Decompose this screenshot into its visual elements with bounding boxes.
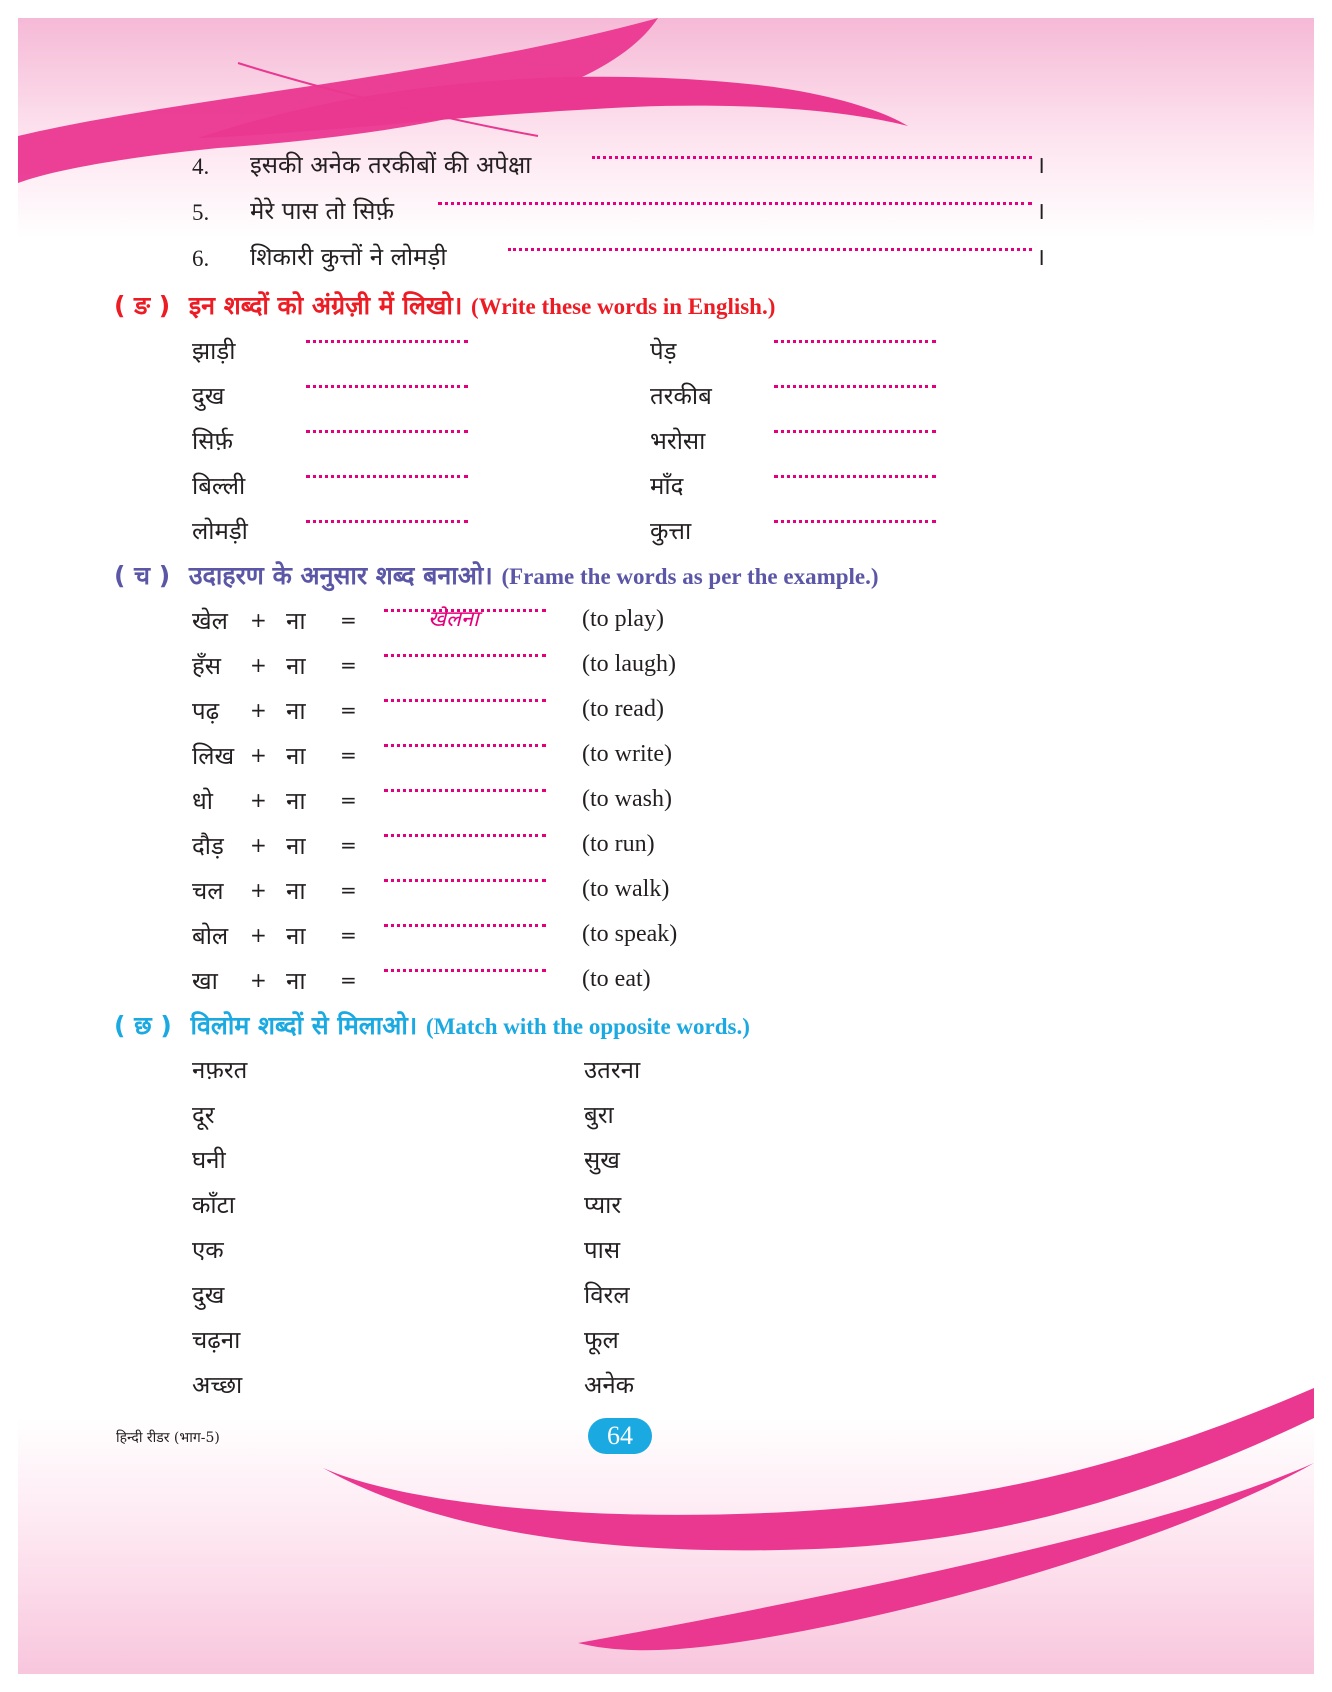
plus-sign: + xyxy=(250,743,267,767)
answer-blank[interactable] xyxy=(384,924,546,927)
suffix: ना xyxy=(286,607,306,635)
answer-blank[interactable] xyxy=(384,789,546,792)
answer-blank[interactable] xyxy=(306,475,468,478)
match-left-word[interactable]: काँटा xyxy=(192,1191,235,1219)
plus-sign: + xyxy=(250,698,267,722)
root-word: धो xyxy=(192,787,213,815)
suffix: ना xyxy=(286,652,306,680)
word-left: लोमड़ी xyxy=(192,517,248,545)
match-right-word[interactable]: विरल xyxy=(584,1281,630,1309)
answer-blank[interactable] xyxy=(592,156,1032,159)
answer-blank[interactable] xyxy=(306,520,468,523)
equals-sign: = xyxy=(340,878,357,902)
suffix: ना xyxy=(286,742,306,770)
danda: । xyxy=(1036,243,1046,271)
match-right-word[interactable]: उतरना xyxy=(584,1056,641,1084)
answer-blank[interactable] xyxy=(774,430,936,433)
equals-sign: = xyxy=(340,743,357,767)
match-left-word[interactable]: चढ़ना xyxy=(192,1326,241,1354)
match-right-word[interactable]: अनेक xyxy=(584,1371,635,1399)
word-right: माँद xyxy=(650,472,684,500)
answer-blank[interactable] xyxy=(774,475,936,478)
section-marker: ( च ) xyxy=(114,561,171,590)
page xyxy=(18,18,1314,1674)
equals-sign: = xyxy=(340,608,357,632)
suffix: ना xyxy=(286,697,306,725)
section-title-english: (Frame the words as per the example.) xyxy=(501,564,879,589)
answer-blank[interactable] xyxy=(384,699,546,702)
plus-sign: + xyxy=(250,878,267,902)
section-title-hindi: उदाहरण के अनुसार शब्द बनाओ। xyxy=(188,561,493,590)
meaning: (to speak) xyxy=(582,921,678,947)
match-right-word[interactable]: फूल xyxy=(584,1326,619,1354)
meaning: (to laugh) xyxy=(582,651,676,677)
word-right: तरकीब xyxy=(650,382,712,410)
answer-blank[interactable] xyxy=(438,202,1032,205)
meaning: (to run) xyxy=(582,831,655,857)
plus-sign: + xyxy=(250,968,267,992)
section-marker: ( छ ) xyxy=(114,1011,172,1040)
answer-blank[interactable] xyxy=(384,654,546,657)
meaning: (to walk) xyxy=(582,876,670,902)
answer-blank[interactable] xyxy=(306,340,468,343)
match-right-word[interactable]: प्यार xyxy=(584,1191,622,1219)
meaning: (to play) xyxy=(582,606,664,632)
meaning: (to read) xyxy=(582,696,664,722)
example-answer: खेलना xyxy=(428,607,479,632)
answer-blank[interactable] xyxy=(774,340,936,343)
equals-sign: = xyxy=(340,968,357,992)
root-word: दौड़ xyxy=(192,832,224,860)
item-number: 6. xyxy=(192,246,210,271)
suffix: ना xyxy=(286,877,306,905)
equals-sign: = xyxy=(340,653,357,677)
item-text: इसकी अनेक तरकीबों की अपेक्षा xyxy=(250,151,532,179)
word-left: सिर्फ़ xyxy=(192,427,233,455)
equals-sign: = xyxy=(340,923,357,947)
answer-blank[interactable] xyxy=(384,969,546,972)
book-title: हिन्दी रीडर (भाग-5) xyxy=(116,1430,220,1446)
section-heading-ch xyxy=(114,558,879,592)
answer-blank[interactable] xyxy=(306,430,468,433)
item-number: 5. xyxy=(192,200,210,225)
match-left-word[interactable]: एक xyxy=(192,1236,224,1264)
answer-blank[interactable] xyxy=(508,248,1032,251)
root-word: पढ़ xyxy=(192,697,220,725)
answer-blank[interactable] xyxy=(306,385,468,388)
plus-sign: + xyxy=(250,833,267,857)
plus-sign: + xyxy=(250,608,267,632)
equals-sign: = xyxy=(340,698,357,722)
equals-sign: = xyxy=(340,788,357,812)
word-left: झाड़ी xyxy=(192,337,236,365)
equals-sign: = xyxy=(340,833,357,857)
section-heading-chh xyxy=(114,1008,750,1042)
meaning: (to wash) xyxy=(582,786,672,812)
section-title-english: (Match with the opposite words.) xyxy=(425,1014,750,1039)
root-word: बोल xyxy=(192,922,229,950)
section-marker: ( ङ ) xyxy=(114,291,171,320)
answer-blank[interactable] xyxy=(774,520,936,523)
answer-blank[interactable] xyxy=(384,744,546,747)
root-word: चल xyxy=(192,877,224,905)
match-left-word[interactable]: दुख xyxy=(192,1281,225,1309)
match-left-word[interactable]: घनी xyxy=(192,1146,226,1174)
suffix: ना xyxy=(286,832,306,860)
item-number: 4. xyxy=(192,154,210,179)
plus-sign: + xyxy=(250,923,267,947)
root-word: लिख xyxy=(192,742,235,770)
meaning: (to write) xyxy=(582,741,672,767)
answer-blank[interactable] xyxy=(384,879,546,882)
match-right-word[interactable]: पास xyxy=(584,1236,621,1264)
suffix: ना xyxy=(286,787,306,815)
section-title-hindi: विलोम शब्दों से मिलाओ। xyxy=(190,1011,418,1040)
word-left: बिल्ली xyxy=(192,472,246,500)
item-text: शिकारी कुत्तों ने लोमड़ी xyxy=(250,243,447,271)
section-title-english: (Write these words in English.) xyxy=(471,294,776,319)
match-left-word[interactable]: नफ़रत xyxy=(192,1056,248,1084)
suffix: ना xyxy=(286,967,306,995)
item-text: मेरे पास तो सिर्फ़ xyxy=(250,197,394,225)
word-right: भरोसा xyxy=(650,427,706,455)
match-left-word[interactable]: अच्छा xyxy=(192,1371,243,1399)
page-number: 64 xyxy=(588,1418,652,1454)
plus-sign: + xyxy=(250,788,267,812)
section-title-hindi: इन शब्दों को अंग्रेज़ी में लिखो। xyxy=(188,291,463,320)
section-heading-e xyxy=(114,288,775,322)
match-left-word[interactable]: दूर xyxy=(192,1101,215,1129)
plus-sign: + xyxy=(250,653,267,677)
root-word: खा xyxy=(192,967,218,995)
word-right: कुत्ता xyxy=(650,517,692,545)
root-word: हँस xyxy=(192,652,221,680)
word-left: दुख xyxy=(192,382,225,410)
answer-blank[interactable] xyxy=(384,834,546,837)
word-right: पेड़ xyxy=(650,337,677,365)
danda: । xyxy=(1036,197,1046,225)
match-right-word[interactable]: सुख xyxy=(584,1146,620,1174)
answer-blank[interactable] xyxy=(774,385,936,388)
root-word: खेल xyxy=(192,607,228,635)
danda: । xyxy=(1036,151,1046,179)
suffix: ना xyxy=(286,922,306,950)
match-right-word[interactable]: बुरा xyxy=(584,1101,614,1129)
meaning: (to eat) xyxy=(582,966,651,992)
